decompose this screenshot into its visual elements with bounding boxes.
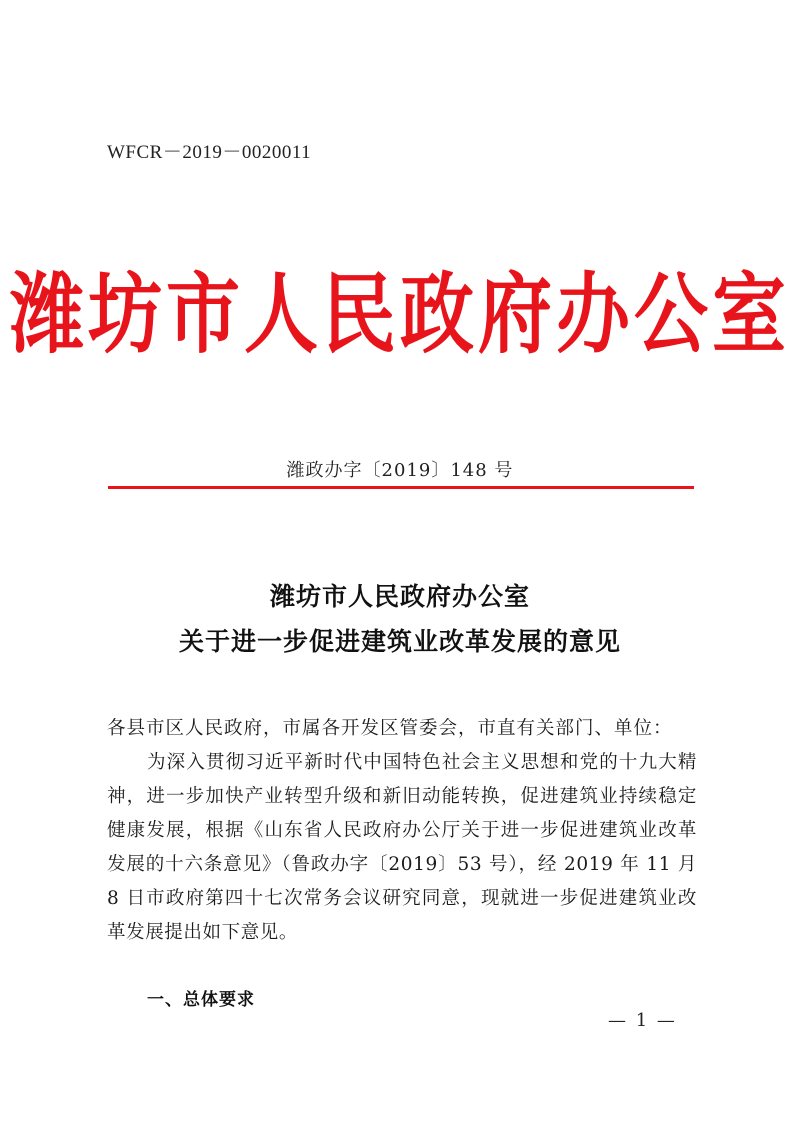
document-number: 潍政办字〔2019〕148 号 — [286, 460, 514, 481]
document-title-line-2: 关于进一步促进建筑业改革发展的意见 — [178, 627, 621, 656]
issuing-authority-masthead: 潍坊市人民政府办公室 — [10, 264, 790, 366]
intro-paragraph: 为深入贯彻习近平新时代中国特色社会主义思想和党的十九大精神，进一步加快产业转型升级和新旧动能转换，促进建筑业持续稳定健康发展，根据《山东省人民政府办公厅关于进一步促进建筑业改革发展的十六条意见》（鲁政办字〔2019〕53 号），经 2019 年 11 月 8 日市政府第四十七次常务会议研究同意，现就进一步促进建筑业改革发展提出如下意见。 — [107, 752, 697, 943]
page-number: — 1 — — [608, 1010, 677, 1031]
document-code: WFCR－2019－0020011 — [107, 142, 312, 163]
salutation: 各县市区人民政府，市属各开发区管委会，市直有关部门、单位： — [107, 718, 673, 739]
document-title-line-1: 潍坊市人民政府办公室 — [269, 582, 530, 611]
section-heading: 一、总体要求 — [147, 990, 255, 1010]
red-separator-line — [108, 486, 694, 489]
